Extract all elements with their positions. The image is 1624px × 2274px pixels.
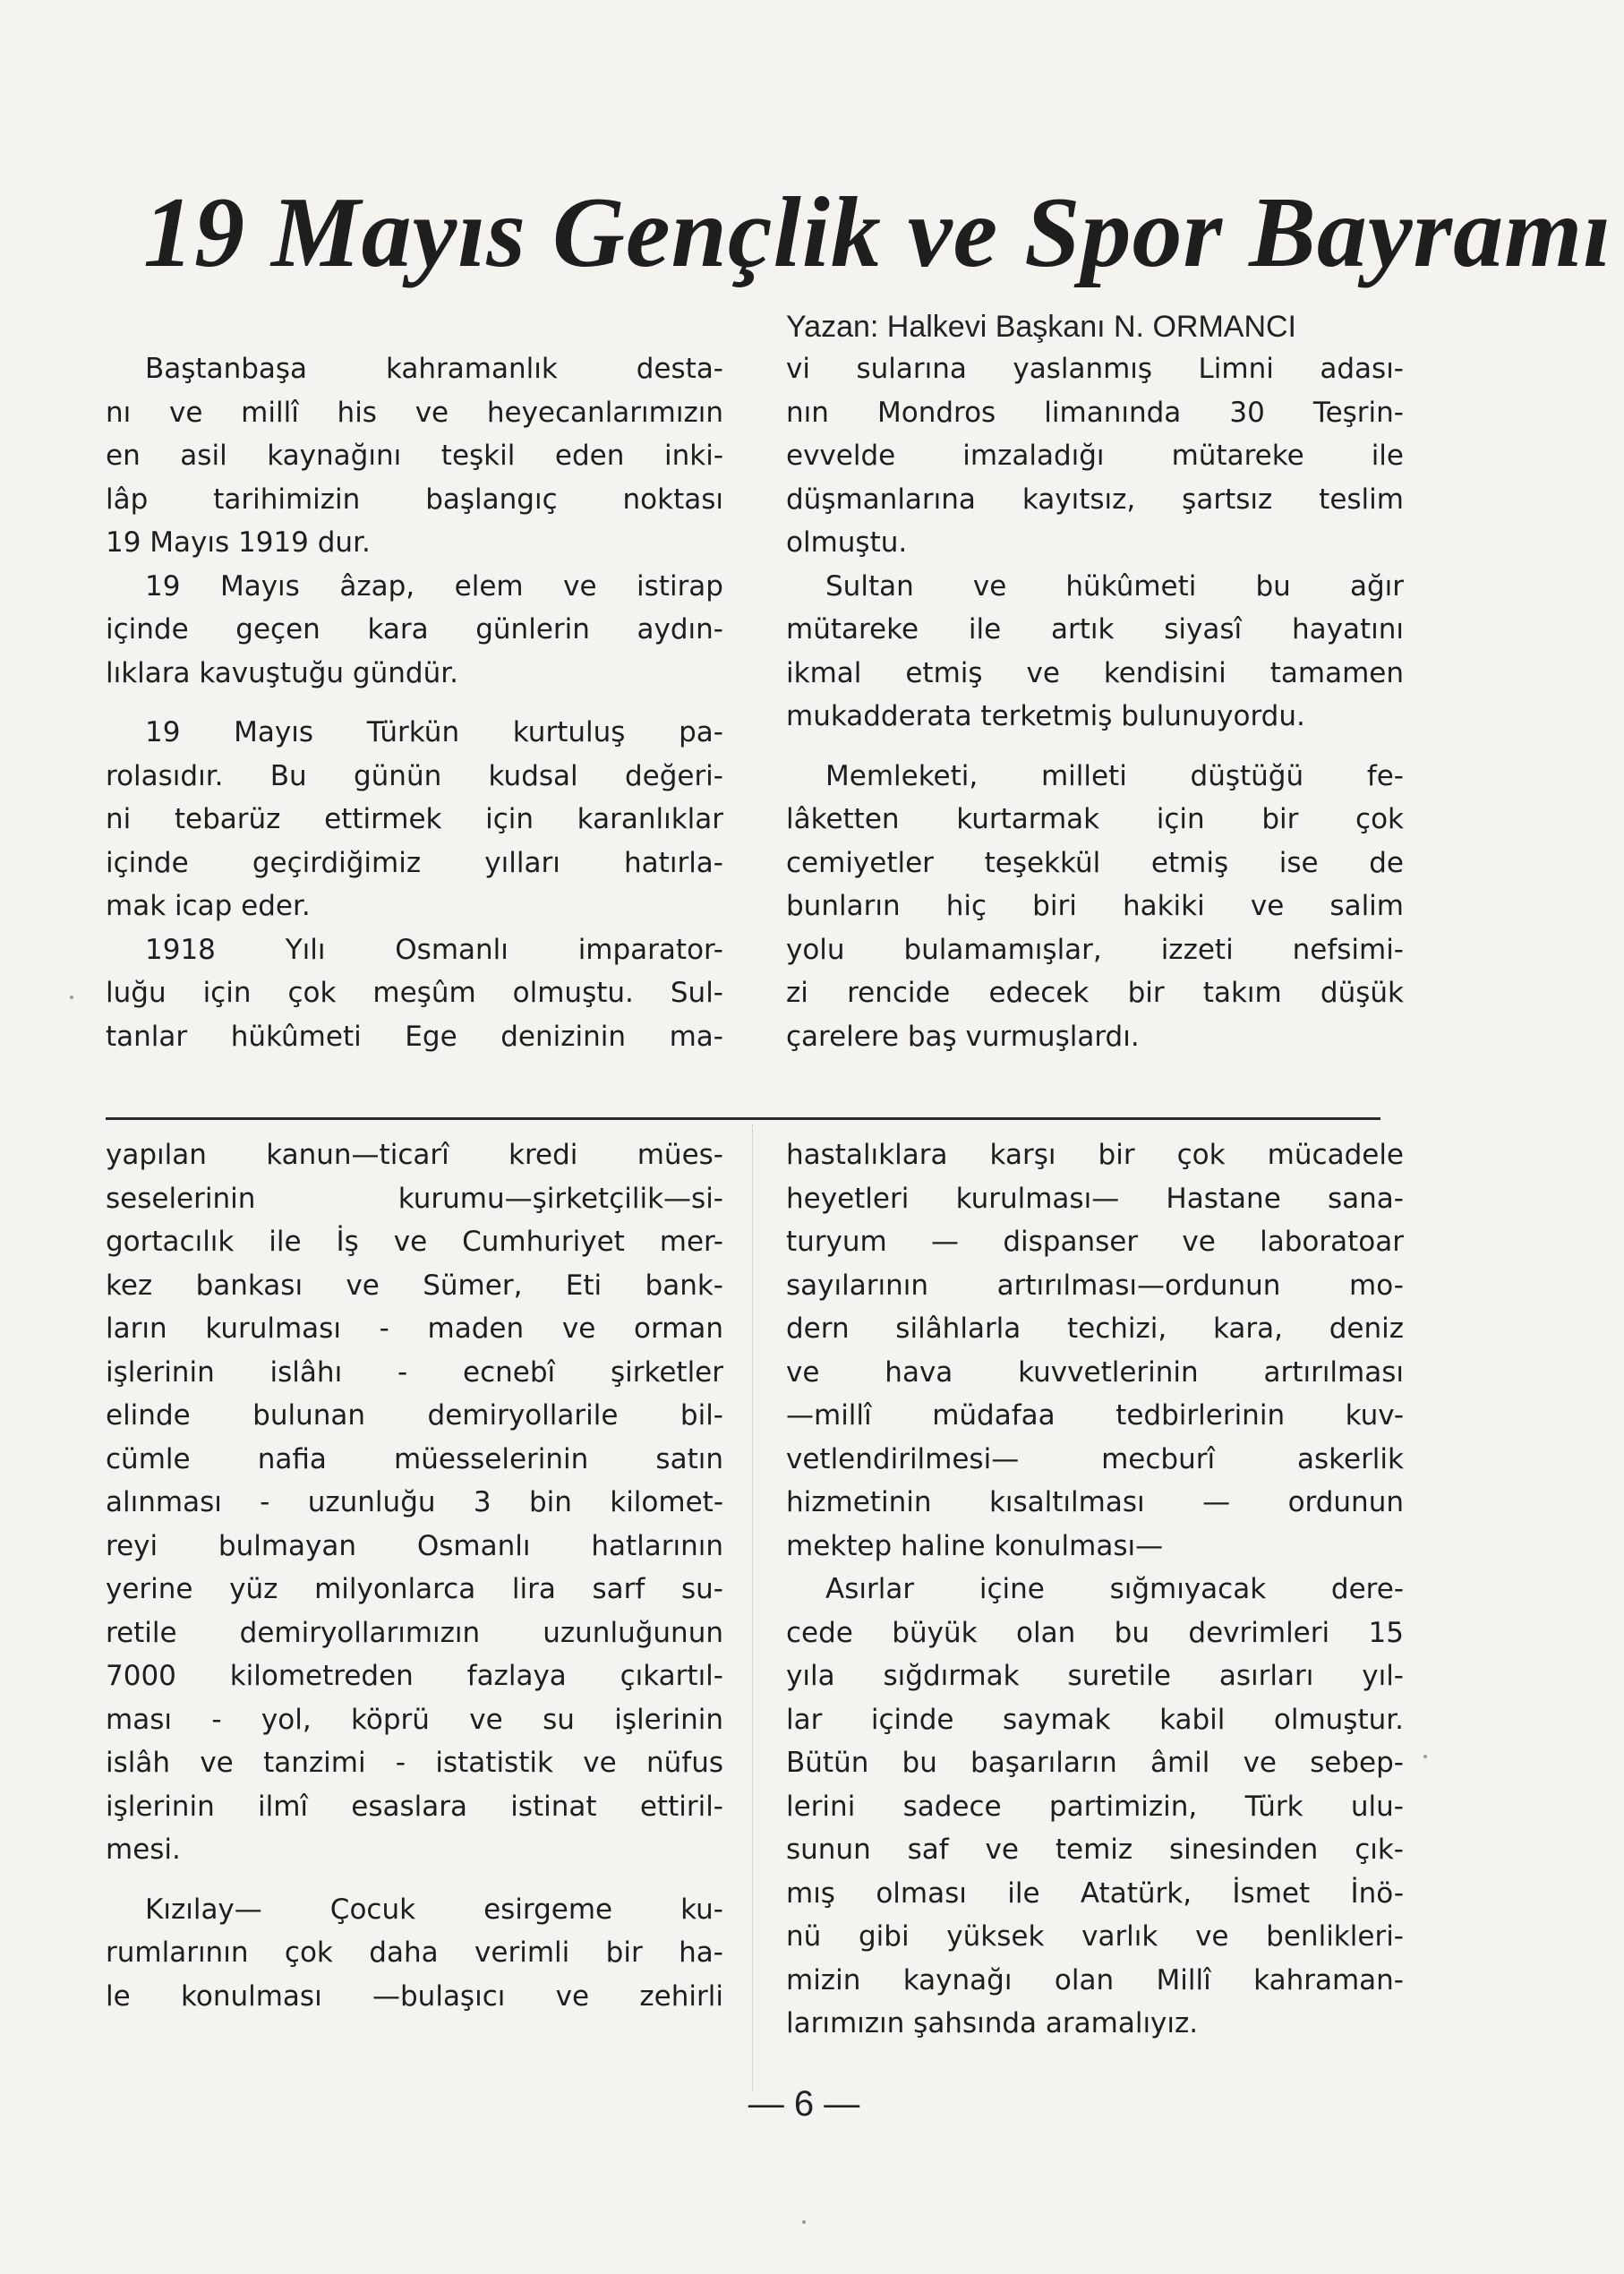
text-line: Kızılay— Çocuk esirgeme ku- bbox=[145, 1893, 723, 1926]
text-line: vi sularına yaslanmış Limni adası- bbox=[786, 353, 1404, 385]
text-line: islâh ve tanzimi - istatistik ve nüfus bbox=[106, 1747, 723, 1779]
text-line: reyi bulmayan Osmanlı hatlarının bbox=[106, 1529, 723, 1562]
text-line: Baştanbaşa kahramanlık desta- bbox=[145, 353, 723, 385]
paragraph-gap bbox=[106, 1872, 723, 1888]
text-line: mesi. bbox=[106, 1834, 181, 1866]
text-line: luğu için çok meşûm olmuştu. Sul- bbox=[106, 977, 723, 1009]
paragraph-gap bbox=[106, 695, 723, 711]
text-line: —millî müdafaa tedbirlerinin kuv- bbox=[786, 1399, 1404, 1432]
text-line: sayılarının artırılması—ordunun mo- bbox=[786, 1269, 1404, 1302]
print-speck bbox=[70, 996, 73, 999]
text-line: Bütün bu başarıların âmil ve sebep- bbox=[786, 1747, 1404, 1779]
text-line: düşmanlarına kayıtsız, şartsız teslim bbox=[786, 483, 1404, 516]
text-line: le konulması —bulaşıcı ve zehirli bbox=[106, 1979, 723, 2013]
paragraph-gap bbox=[786, 739, 1404, 755]
text-line: nın Mondros limanında 30 Teşrin- bbox=[786, 396, 1404, 429]
text-line: bunların hiç biri hakiki ve salim bbox=[786, 890, 1404, 922]
text-line: hizmetinin kısaltılması — ordunun bbox=[786, 1486, 1404, 1518]
text-line: ların kurulması - maden ve orman bbox=[106, 1312, 723, 1345]
text-line: yerine yüz milyonlarca lira sarf su- bbox=[106, 1573, 723, 1605]
text-line: lâp tarihimizin başlangıç noktası bbox=[106, 483, 723, 516]
text-line: tanlar hükûmeti Ege denizinin ma- bbox=[106, 1020, 723, 1053]
text-line: yıla sığdırmak suretile asırları yıl- bbox=[786, 1660, 1404, 1692]
text-line: cede büyük olan bu devrimleri 15 bbox=[786, 1616, 1404, 1649]
text-line: nı ve millî his ve heyecanlarımızın bbox=[106, 396, 723, 429]
text-line: dern silâhlarla techizi, kara, deniz bbox=[786, 1312, 1404, 1345]
text-line: ni tebarüz ettirmek için karanlıklar bbox=[106, 803, 723, 835]
text-line: cemiyetler teşekkül etmiş ise de bbox=[786, 846, 1404, 879]
text-line: olmuştu. bbox=[786, 526, 908, 559]
text-line: gortacılık ile İş ve Cumhuriyet mer- bbox=[106, 1226, 723, 1258]
text-line: ikmal etmiş ve kendisini tamamen bbox=[786, 656, 1404, 689]
text-line: lâketten kurtarmak için bir çok bbox=[786, 803, 1404, 835]
text-line: Asırlar içine sığmıyacak dere- bbox=[825, 1573, 1404, 1605]
text-line: larımızın şahsında aramalıyız. bbox=[786, 2007, 1199, 2039]
print-speck bbox=[1423, 1755, 1427, 1758]
text-line: heyetleri kurulması— Hastane sana- bbox=[786, 1182, 1404, 1215]
text-line: retile demiryollarımızın uzunluğunun bbox=[106, 1616, 723, 1649]
text-line: hastalıklara karşı bir çok mücadele bbox=[786, 1139, 1404, 1171]
text-line: mış olması ile Atatürk, İsmet İnö- bbox=[786, 1876, 1404, 1910]
column-bottom-left bbox=[106, 1133, 723, 2018]
text-line: vetlendirilmesi— mecburî askerlik bbox=[786, 1442, 1404, 1475]
text-line: seselerinin kurumu—şirketçilik—si- bbox=[106, 1182, 723, 1215]
author-byline: Yazan: Halkevi Başkanı N. ORMANCI bbox=[786, 310, 1296, 344]
text-line: ve hava kuvvetlerinin artırılması bbox=[786, 1355, 1404, 1389]
text-line: Sultan ve hükûmeti bu ağır bbox=[825, 569, 1404, 603]
text-line: alınması - uzunluğu 3 bin kilomet- bbox=[106, 1486, 723, 1518]
text-line: nü gibi yüksek varlık ve benlikleri- bbox=[786, 1920, 1404, 1953]
print-speck bbox=[802, 2220, 806, 2224]
text-line: yapılan kanun—ticarî kredi mües- bbox=[106, 1139, 723, 1171]
article-title: 19 Mayıs Gençlik ve Spor Bayramı bbox=[143, 177, 1612, 288]
column-bottom-right bbox=[786, 1133, 1404, 2046]
text-line: 19 Mayıs 1919 dur. bbox=[106, 526, 371, 559]
text-line: işlerinin islâhı - ecnebî şirketler bbox=[106, 1355, 723, 1389]
text-line: lerini sadece partimizin, Türk ulu- bbox=[786, 1790, 1404, 1823]
text-line: mak icap eder. bbox=[106, 890, 311, 922]
text-line: elinde bulunan demiryollarile bil- bbox=[106, 1399, 723, 1432]
text-line: mukadderata terketmiş bulunuyordu. bbox=[786, 700, 1305, 732]
text-line: sunun saf ve temiz sinesinden çık- bbox=[786, 1834, 1404, 1866]
text-line: 7000 kilometreden fazlaya çıkartıl- bbox=[106, 1660, 723, 1692]
text-line: 1918 Yılı Osmanlı imparator- bbox=[145, 933, 723, 966]
text-line: zi rencide edecek bir takım düşük bbox=[786, 977, 1404, 1009]
section-divider bbox=[106, 1117, 1380, 1120]
text-line: mütareke ile artık siyasî hayatını bbox=[786, 613, 1404, 645]
text-line: ması - yol, köprü ve su işlerinin bbox=[106, 1703, 723, 1736]
text-line: işlerinin ilmî esaslara istinat ettiril- bbox=[106, 1790, 723, 1823]
text-line: yolu bulamamışlar, izzeti nefsimi- bbox=[786, 933, 1404, 966]
text-line: en asil kaynağını teşkil eden inki- bbox=[106, 440, 723, 472]
column-rule bbox=[752, 1124, 753, 2091]
text-line: 19 Mayıs Türkün kurtuluş pa- bbox=[145, 716, 723, 748]
text-line: kez bankası ve Sümer, Eti bank- bbox=[106, 1269, 723, 1302]
column-top-left bbox=[106, 347, 723, 1058]
text-line: 19 Mayıs âzap, elem ve istirap bbox=[145, 569, 723, 603]
page-number: — 6 — bbox=[748, 2084, 860, 2124]
text-line: rumlarının çok daha verimli bir ha- bbox=[106, 1936, 723, 1969]
text-line: içinde geçirdiğimiz yılları hatırla- bbox=[106, 846, 723, 879]
text-line: içinde geçen kara günlerin aydın- bbox=[106, 613, 723, 645]
text-line: turyum — dispanser ve laboratoar bbox=[786, 1226, 1404, 1258]
text-line: mektep haline konulması— bbox=[786, 1529, 1164, 1562]
text-line: Memleketi, milleti düştüğü fe- bbox=[825, 759, 1404, 792]
text-line: çarelere baş vurmuşlardı. bbox=[786, 1020, 1140, 1053]
text-line: lar içinde saymak kabil olmuştur. bbox=[786, 1703, 1404, 1736]
text-line: lıklara kavuştuğu gündür. bbox=[106, 656, 458, 689]
text-line: mizin kaynağı olan Millî kahraman- bbox=[786, 1963, 1404, 1996]
column-top-right bbox=[786, 347, 1404, 1058]
text-line: cümle nafia müesselerinin satın bbox=[106, 1442, 723, 1475]
text-line: rolasıdır. Bu günün kudsal değeri- bbox=[106, 759, 723, 792]
text-line: evvelde imzaladığı mütareke ile bbox=[786, 440, 1404, 472]
